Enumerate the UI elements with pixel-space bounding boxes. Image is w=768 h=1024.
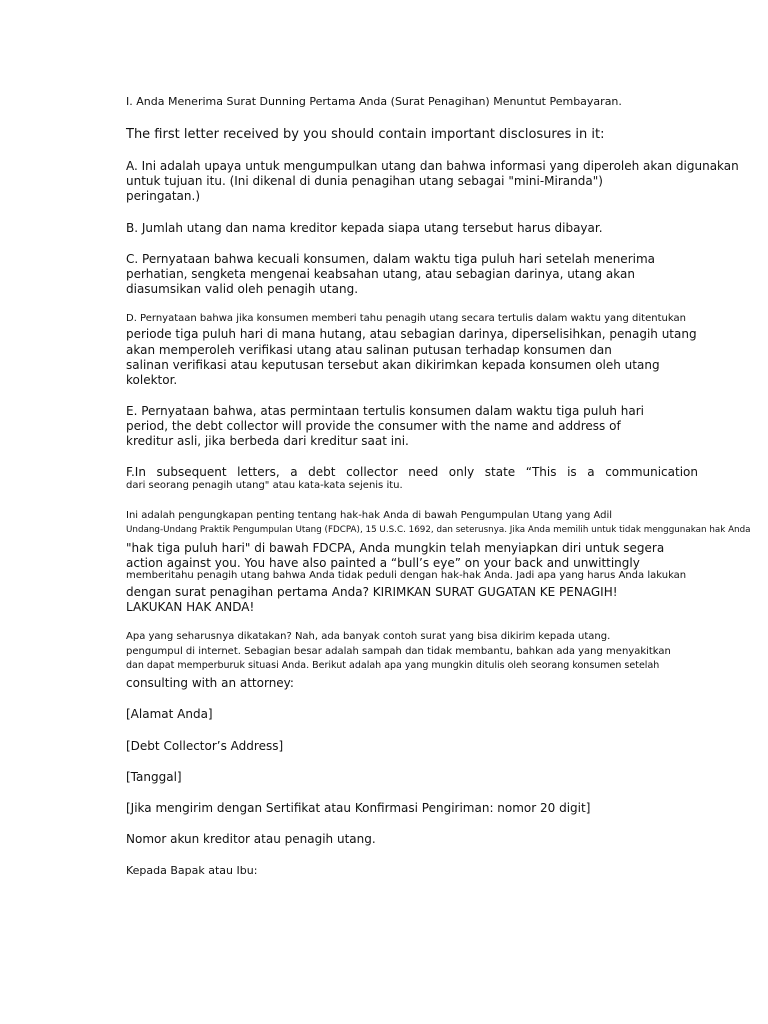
- rights-line-7: LAKUKAN HAK ANDA!: [126, 600, 255, 614]
- rights-line-2: Undang-Undang Praktik Pengumpulan Utang (FDCPA), 15 U.S.C. 1692, dan seterusnya. Jika Anda memilih untuk tidak menggunakan hak Anda: [126, 525, 751, 535]
- letter-your-address: [Alamat Anda]: [126, 707, 213, 721]
- item-a-line-2: untuk tujuan itu. (Ini dikenal di dunia penagihan utang sebagai "mini-Miranda"): [126, 174, 603, 188]
- intro-line: The first letter received by you should contain important disclosures in it:: [126, 127, 605, 142]
- item-e-line-3: kreditur asli, jika berbeda dari kreditur saat ini.: [126, 434, 409, 448]
- what-to-say-line-1: Apa yang seharusnya dikatakan? Nah, ada banyak contoh surat yang bisa dikirim kepada utang.: [126, 631, 611, 642]
- item-f-word: collector: [346, 465, 398, 479]
- item-a-line-3: peringatan.): [126, 189, 201, 203]
- rights-line-3: "hak tiga puluh hari" di bawah FDCPA, Anda mungkin telah menyiapkan diri untuk segera: [126, 541, 665, 555]
- letter-certified-note: [Jika mengirim dengan Sertifikat atau Konfirmasi Pengiriman: nomor 20 digit]: [126, 801, 591, 815]
- item-d-line-4: salinan verifikasi atau keputusan tersebut akan dikirimkan kepada konsumen oleh utang: [126, 358, 660, 372]
- what-to-say-line-3: dan dapat memperburuk situasi Anda. Berikut adalah apa yang mungkin ditulis oleh seorang konsumen setelah: [126, 660, 660, 671]
- item-e-line-2: period, the debt collector will provide the consumer with the name and address of: [126, 419, 621, 433]
- item-a-line-1: A. Ini adalah upaya untuk mengumpulkan utang dan bahwa informasi yang diperoleh akan digunakan: [126, 159, 739, 173]
- item-d-line-5: kolektor.: [126, 373, 178, 387]
- item-f-word: F.In: [126, 465, 146, 479]
- item-f-line-1: [126, 466, 698, 478]
- what-to-say-line-4: consulting with an attorney:: [126, 676, 294, 690]
- item-c-line-1: C. Pernyataan bahwa kecuali konsumen, dalam waktu tiga puluh hari setelah menerima: [126, 252, 656, 266]
- item-f-word: letters,: [237, 465, 280, 479]
- letter-collector-address: [Debt Collector’s Address]: [126, 739, 284, 753]
- item-d-line-2: periode tiga puluh hari di mana hutang, atau sebagian darinya, diperselisihkan, penagih utang: [126, 327, 697, 341]
- rights-line-6: dengan surat penagihan pertama Anda? KIRIMKAN SURAT GUGATAN KE PENAGIH!: [126, 585, 618, 599]
- item-f-word: is: [567, 465, 577, 479]
- item-e-line-1: E. Pernyataan bahwa, atas permintaan tertulis konsumen dalam waktu tiga puluh hari: [126, 404, 644, 418]
- item-d-line-1: D. Pernyataan bahwa jika konsumen memberi tahu penagih utang secara tertulis dalam waktu yang ditentukan: [126, 313, 686, 324]
- rights-line-1: Ini adalah pengungkapan penting tentang hak-hak Anda di bawah Pengumpulan Utang yang Adil: [126, 510, 613, 521]
- item-f-word: a: [290, 465, 298, 479]
- item-f-word: “This: [525, 465, 557, 479]
- letter-account-number: Nomor akun kreditor atau penagih utang.: [126, 832, 376, 846]
- item-b-line: B. Jumlah utang dan nama kreditor kepada siapa utang tersebut harus dibayar.: [126, 221, 603, 235]
- letter-salutation: Kepada Bapak atau Ibu:: [126, 864, 258, 877]
- item-f-word: state: [484, 465, 516, 479]
- item-f-word: subsequent: [156, 465, 227, 479]
- letter-date: [Tanggal]: [126, 770, 182, 784]
- what-to-say-line-2: pengumpul di internet. Sebagian besar adalah sampah dan tidak membantu, bahkan ada yang menyakitkan: [126, 646, 671, 657]
- item-c-line-2: perhatian, sengketa mengenai keabsahan utang, atau sebagian darinya, utang akan: [126, 267, 635, 281]
- item-f-word: debt: [308, 465, 336, 479]
- item-f-line-2: dari seorang penagih utang" atau kata-kata sejenis itu.: [126, 480, 403, 491]
- item-f-word: a: [587, 465, 595, 479]
- item-f-word: only: [448, 465, 475, 479]
- item-f-word: communication: [605, 465, 698, 479]
- section-heading: I. Anda Menerima Surat Dunning Pertama Anda (Surat Penagihan) Menuntut Pembayaran.: [126, 95, 622, 108]
- rights-line-4: action against you. You have also painted a “bull’s eye” on your back and unwittingly: [126, 556, 640, 570]
- rights-line-5: memberitahu penagih utang bahwa Anda tidak peduli dengan hak-hak Anda. Jadi apa yang harus Anda lakukan: [126, 570, 687, 581]
- item-f-word: need: [408, 465, 439, 479]
- item-c-line-3: diasumsikan valid oleh penagih utang.: [126, 282, 359, 296]
- item-d-line-3: akan memperoleh verifikasi utang atau salinan putusan terhadap konsumen dan: [126, 343, 612, 357]
